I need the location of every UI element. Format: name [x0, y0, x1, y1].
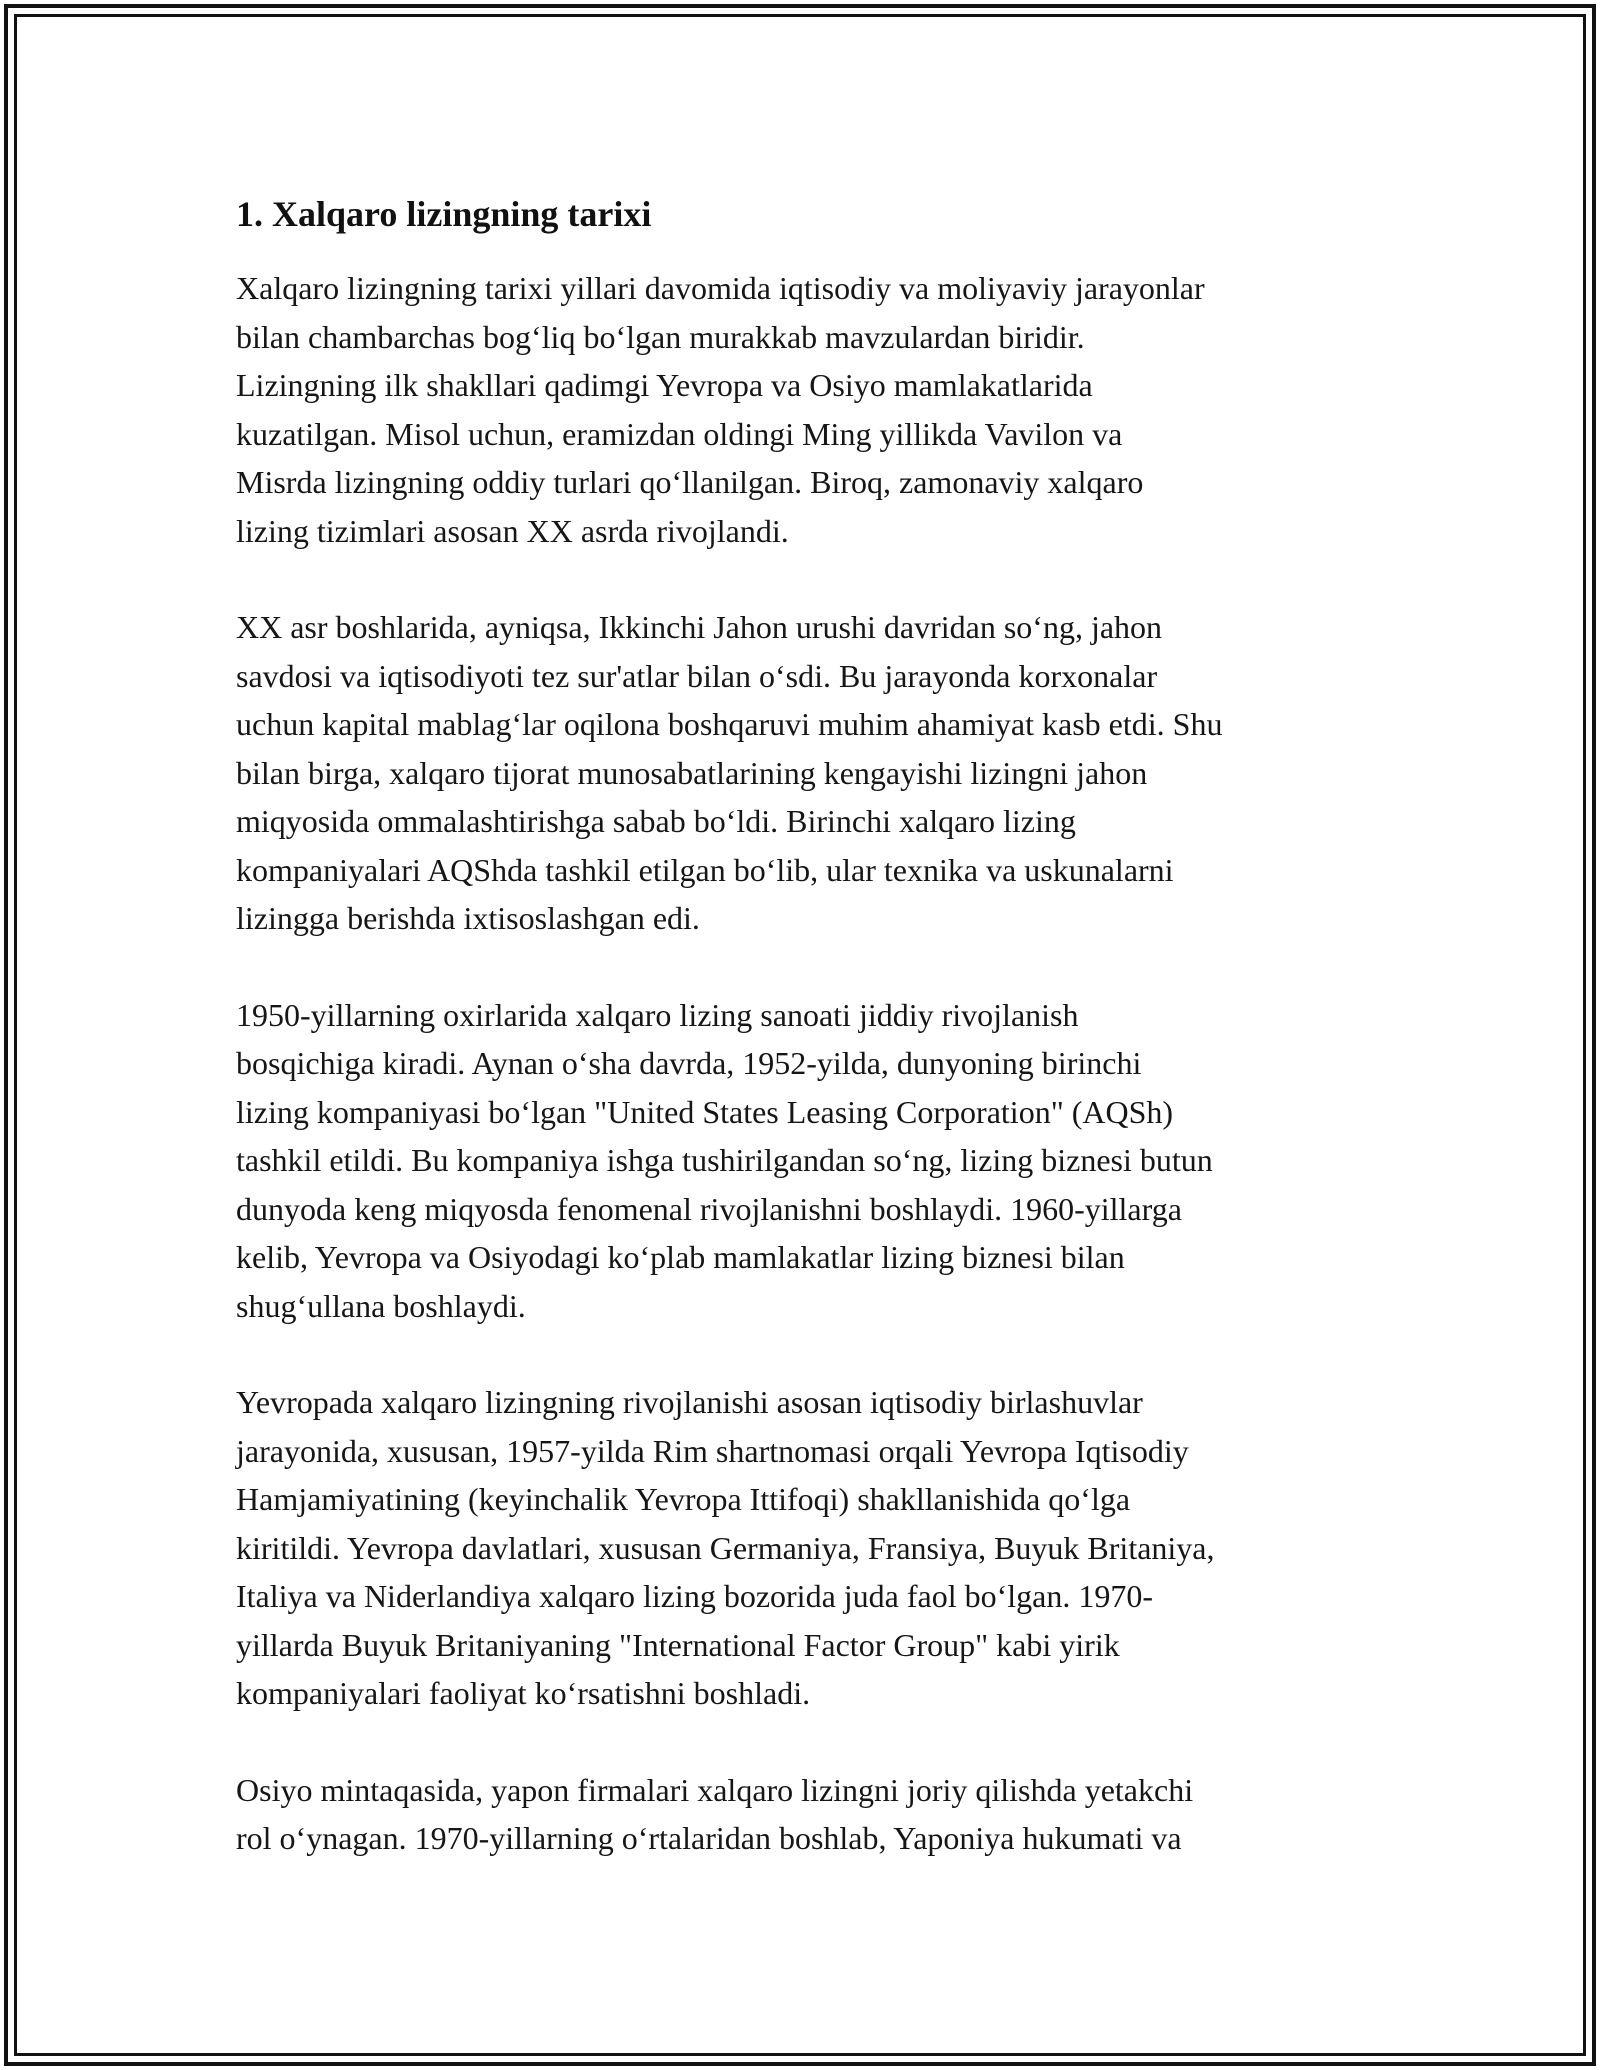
paragraph-1: Xalqaro lizingning tarixi yillari davomida iqtisodiy va moliyaviy jarayonlar bilan chambarchas bog‘liq bo‘lgan murakkab mavzulardan biridir. Lizingning ilk shakllari qadimgi Yevropa va Osiyo mamlakatlarida kuzatilgan. Misol uchun, eramizdan oldingi Ming yillikda Vavilon va Misrda lizingning oddiy turlari qo‘llanilgan. Biroq, zamonaviy xalqaro lizing tizimlari asosan XX asrda rivojlandi.: [236, 270, 1205, 549]
paragraph-5: Osiyo mintaqasida, yapon firmalari xalqaro lizingni joriy qilishda yetakchi rol o‘ynagan. 1970-yillarning o‘rtalaridan boshlab, Yaponiya hukumati va: [236, 1771, 1194, 1856]
document-body: [236, 186, 1386, 1911]
paragraph-3: 1950-yillarning oxirlarida xalqaro lizing sanoati jiddiy rivojlanish bosqichiga kiradi. Aynan o‘sha davrda, 1952-yilda, dunyoning birinchi lizing kompaniyasi bo‘lgan "United States Leasing Corporation" (AQSh) tashkil etildi. Bu kompaniya ishga tushirilgandan so‘ng, lizing biznesi butun dunyoda keng miqyosda fenomenal rivojlanishni boshlaydi. 1960-yillarga kelib, Yevropa va Osiyodagi ko‘plab mamlakatlar lizing biznesi bilan shug‘ullana boshlaydi.: [236, 996, 1213, 1324]
section-title: 1. Xalqaro lizingning tarixi: [236, 194, 652, 234]
paragraph-2: XX asr boshlarida, ayniqsa, Ikkinchi Jahon urushi davridan so‘ng, jahon savdosi va iqtisodiyoti tez sur'atlar bilan o‘sdi. Bu jarayonda korxonalar uchun kapital mablag‘lar oqilona boshqaruvi muhim ahamiyat kasb etdi. Shu bilan birga, xalqaro tijorat munosabatlarining kengayishi lizingni jahon miqyosida ommalashtirishga sabab bo‘ldi. Birinchi xalqaro lizing kompaniyalari AQShda tashkil etilgan bo‘lib, ular texnika va uskunalarni lizingga berishda ixtisoslashgan edi.: [236, 609, 1223, 936]
paragraph-4: Yevropada xalqaro lizingning rivojlanishi asosan iqtisodiy birlashuvlar jarayonida, xususan, 1957-yilda Rim shartnomasi orqali Yevropa Iqtisodiy Hamjamiyatining (keyinchalik Yevropa Ittifoqi) shakllanishida qo‘lga kiritildi. Yevropa davlatlari, xususan Germaniya, Fransiya, Buyuk Britaniya, Italiya va Niderlandiya xalqaro lizing bozorida juda faol bo‘lgan. 1970- yillarda Buyuk Britaniyaning "International Factor Group" kabi yirik kompaniyalari faoliyat ko‘rsatishni boshladi.: [236, 1384, 1215, 1711]
